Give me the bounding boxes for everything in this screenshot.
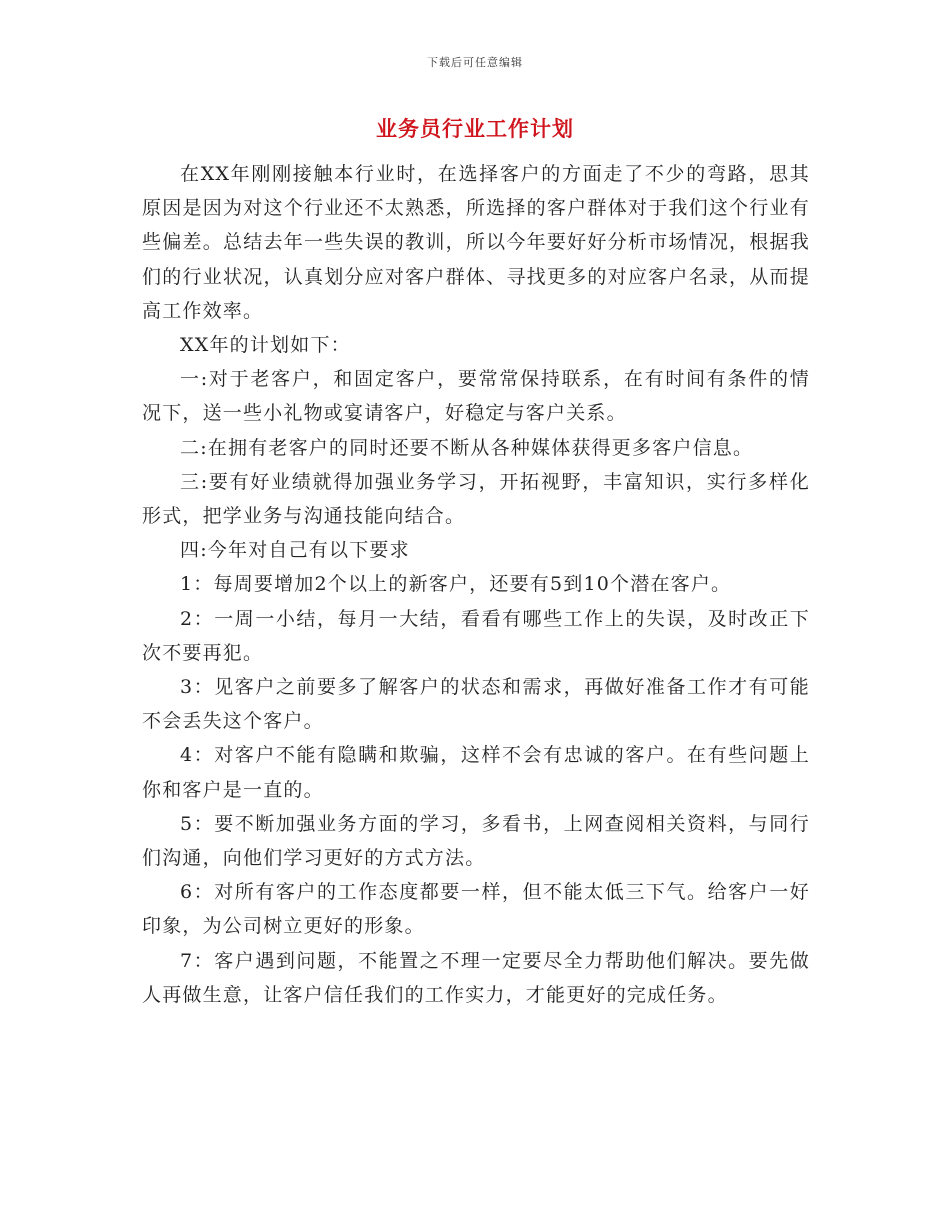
paragraph-item-3: 三:要有好业绩就得加强业务学习，开拓视野，丰富知识，实行多样化形式，把学业务与沟通技能向结合。 [142,470,810,528]
paragraph-item-1: 一:对于老客户，和固定客户，要常常保持联系，在有时间有条件的情况下，送一些小礼物或宴请客户，好稳定与客户关系。 [142,368,810,425]
paragraph-requirement-3: 3：见客户之前要多了解客户的状态和需求，再做好准备工作才有可能不会丢失这个客户。 [142,676,810,733]
paragraph-requirement-6: 6：对所有客户的工作态度都要一样，但不能太低三下气。给客户一好印象，为公司树立更好的形象。 [142,881,810,938]
paragraph-requirement-7: 7：客户遇到问题，不能置之不理一定要尽全力帮助他们解决。要先做人再做生意，让客户信任我们的工作实力，才能更好的完成任务。 [142,949,810,1006]
document-body [142,157,810,1012]
header-note: 下载后可任意编辑 [427,56,523,69]
paragraph-requirement-4: 4：对客户不能有隐瞒和欺骗，这样不会有忠诚的客户。在有些问题上你和客户是一直的。 [142,744,810,801]
document-title: 业务员行业工作计划 [376,116,574,141]
paragraph-requirement-5: 5：要不断加强业务方面的学习，多看书，上网查阅相关资料，与同行们沟通，向他们学习更好的方式方法。 [142,812,810,870]
paragraph-requirement-1: 1：每周要增加2个以上的新客户，还要有5到10个潜在客户。 [180,573,732,596]
paragraph-item-2: 二:在拥有老客户的同时还要不断从各种媒体获得更多客户信息。 [180,436,754,459]
paragraph-intro: 在XX年刚刚接触本行业时，在选择客户的方面走了不少的弯路，思其原因是因为对这个行业还不太熟悉，所选择的客户群体对于我们这个行业有些偏差。总结去年一些失误的教训，所以今年要好好分析市场情况，根据我们的行业状况，认真划分应对客户群体、寻找更多的对应客户名录，从而提高工作效率。 [142,163,810,322]
paragraph-item-4: 四:今年对自己有以下要求 [180,539,410,562]
paragraph-plan-heading: XX年的计划如下： [180,334,351,357]
paragraph-requirement-2: 2：一周一小结，每月一大结，看看有哪些工作上的失误，及时改正下次不要再犯。 [142,607,810,664]
